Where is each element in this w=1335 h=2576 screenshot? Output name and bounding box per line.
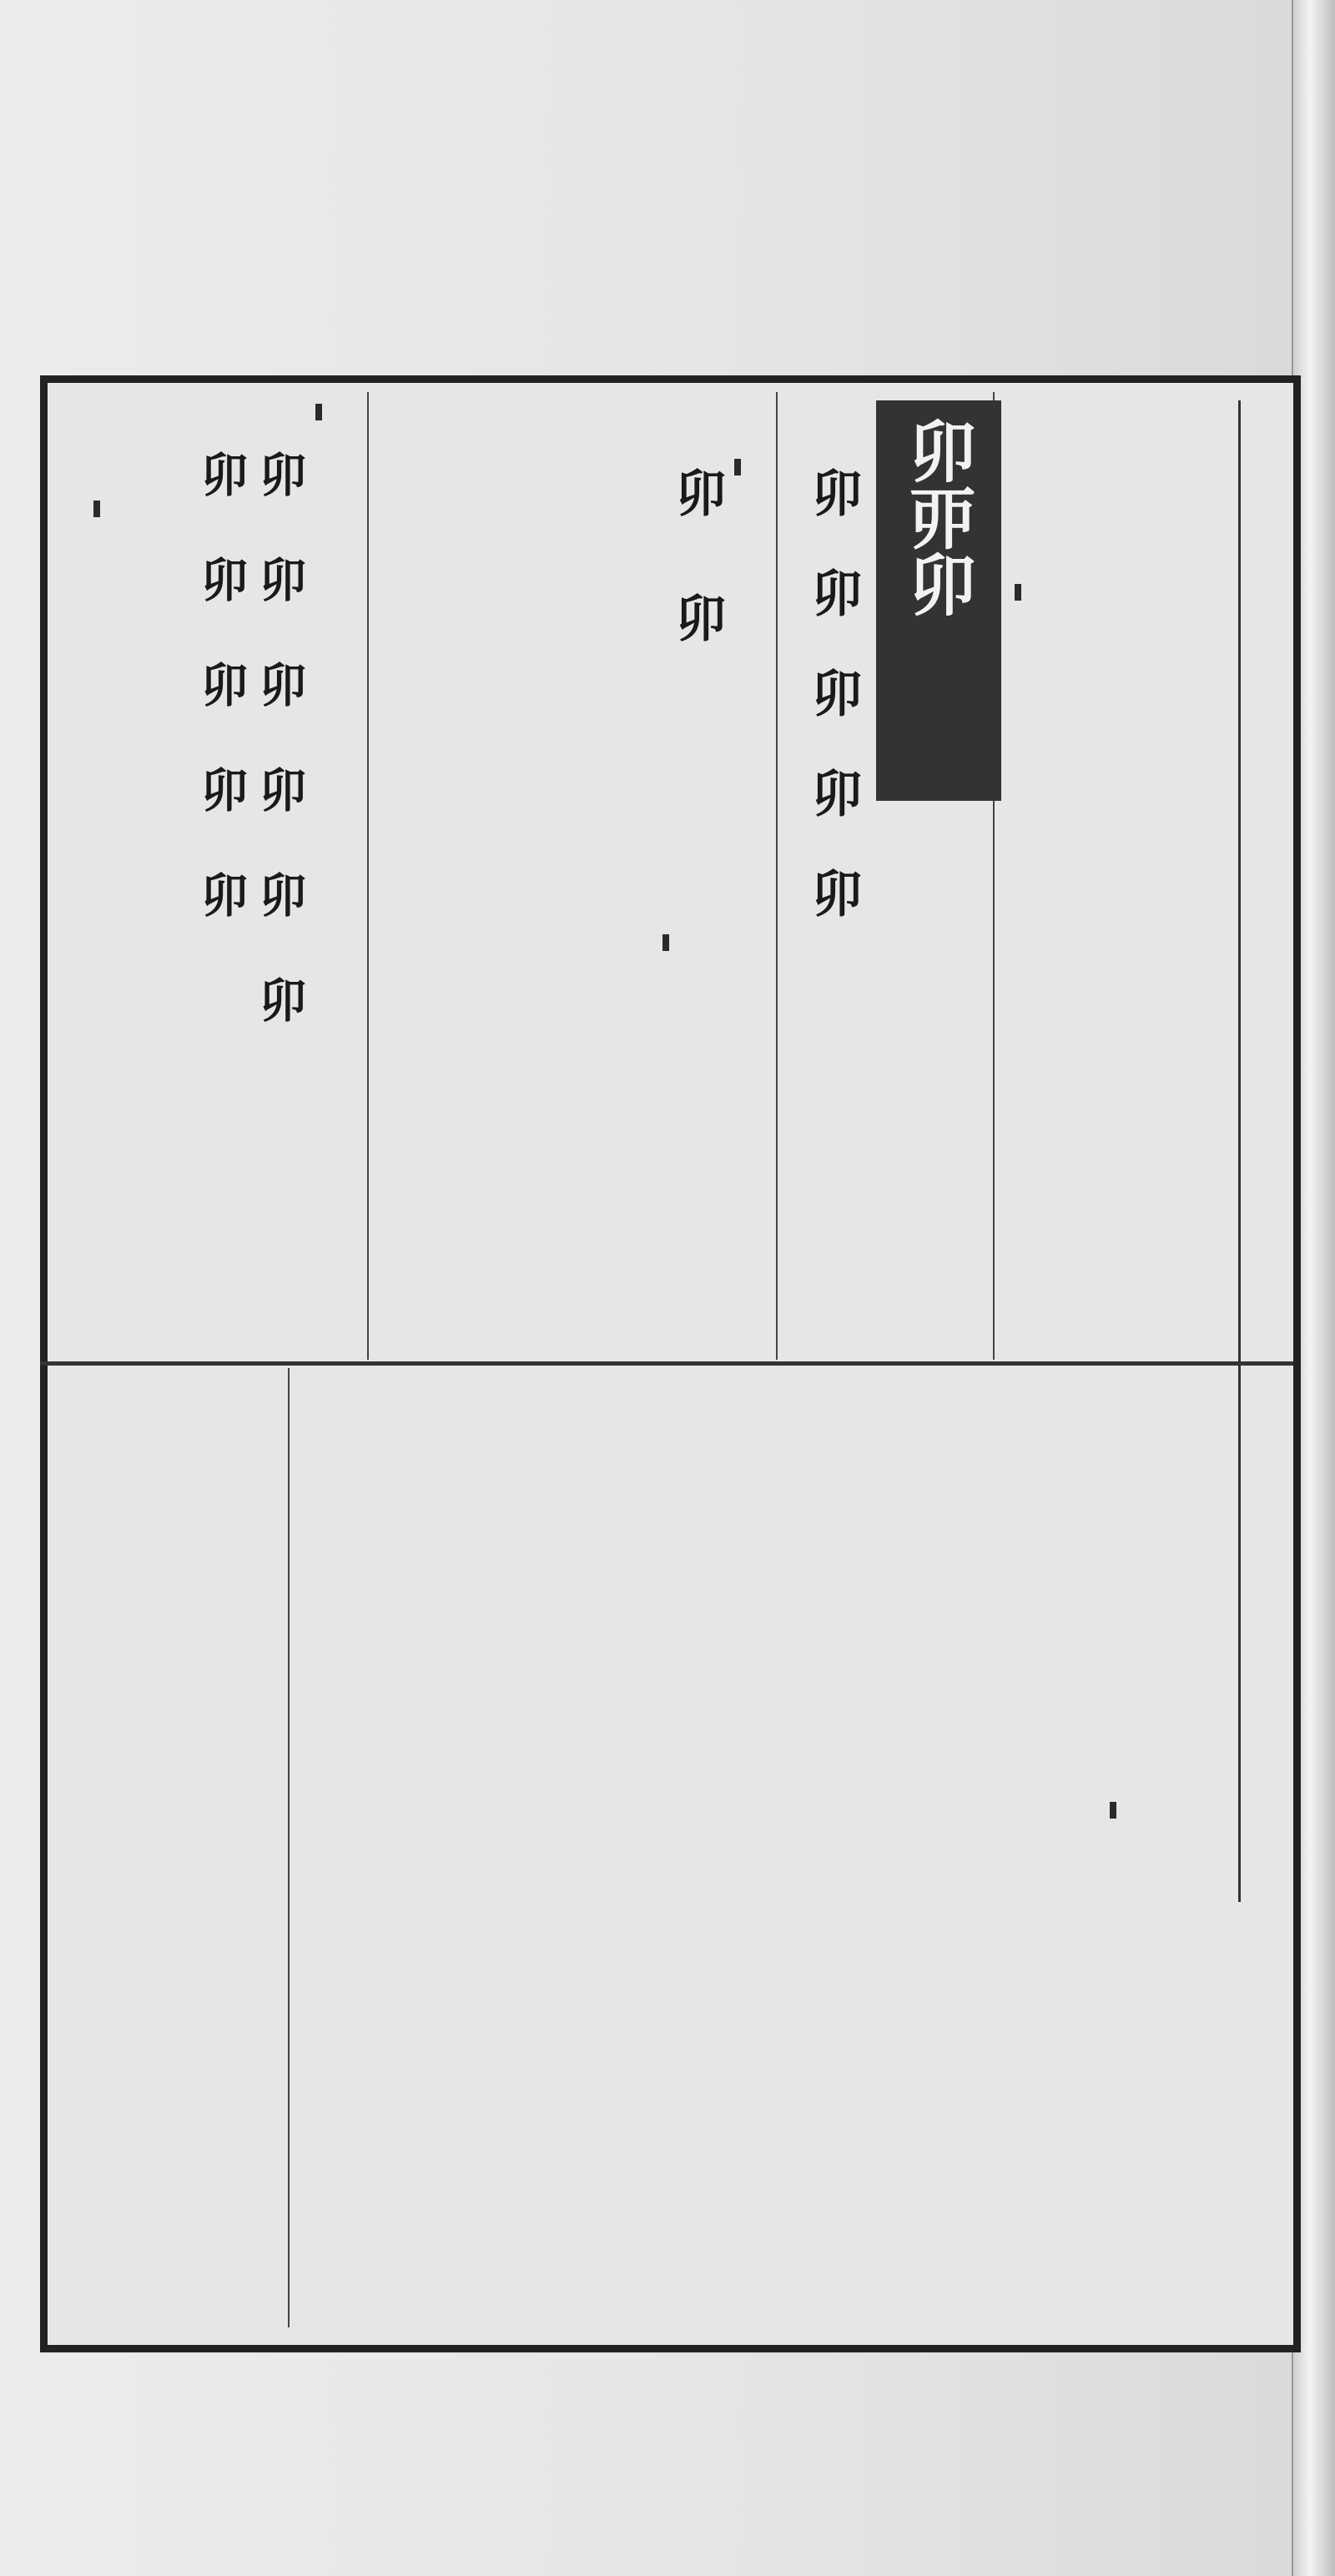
jinwen-label-badge (93, 501, 100, 517)
guzhoubu-glyphs: 卯卯 (668, 467, 726, 717)
xizhuan-label (225, 2136, 300, 2336)
jinwen-glyph-column: 卯卯卯卯卯 (804, 467, 862, 968)
qunjing-badge (1015, 584, 1021, 601)
yin2-glyph-column: 卯卯卯卯卯 (194, 450, 249, 976)
xu-note (434, 1702, 517, 2336)
upper-rule-3 (367, 392, 369, 1360)
section-divider (40, 1361, 1293, 1366)
wenyuan-badge (315, 404, 322, 420)
upper-rule-2 (776, 392, 778, 1360)
weisanti-glyphs: 卯丣卯 (898, 417, 976, 617)
yin-glyph-column: 卯卯卯卯卯卯 (252, 450, 307, 1081)
yinxu-badge (1110, 1802, 1116, 1819)
side-tab (1238, 400, 1287, 1902)
guzhoubu3-badge (662, 934, 669, 951)
guzhoubu-badge (734, 459, 741, 475)
